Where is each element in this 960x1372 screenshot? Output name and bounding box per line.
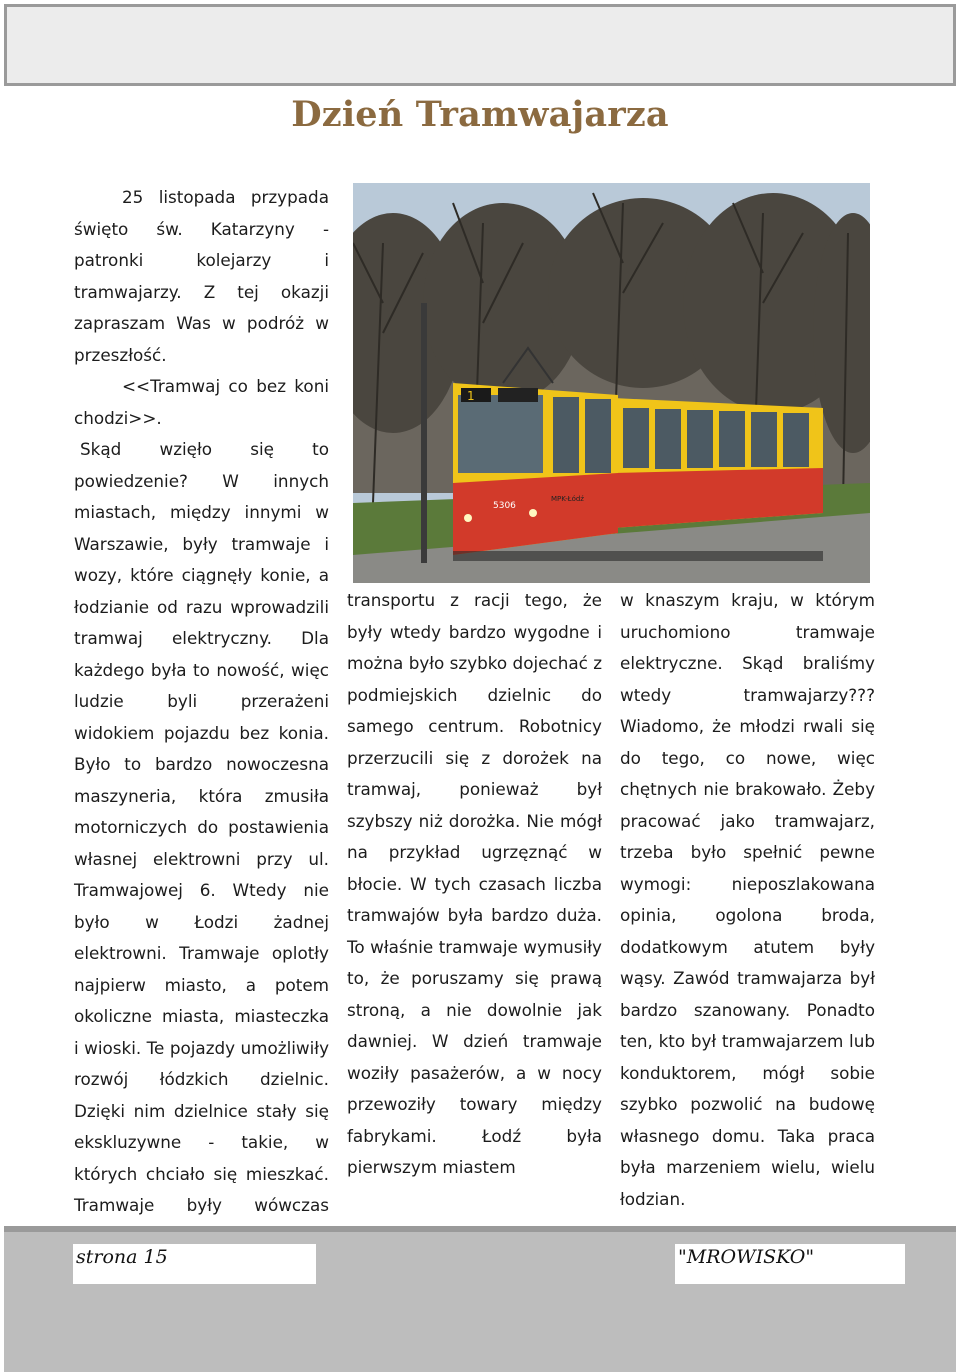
route-sign-text: 1 (467, 389, 475, 403)
paragraph: <<Tramwaj co bez koni chodzi>>. (74, 376, 329, 428)
text-column-3: w knaszym kraju, w którym uruchomiono tramwaje elektryczne. Skąd braliśmy wtedy tramwajarzy??? Wiadomo, że młodzi rwali się do tego, co nowe, więc chętnych nie brakowało. Żeby pracować jako tramwajarz, trzeba było spełnić pewne wymogi: nieposzlakowana opinia, ogolona broda, dodatkowym atutem były wąsy. Zawód tramwajarza był bardzo szanowany. Ponadto ten, kto był tramwajarzem lub konduktorem, mógł sobie szybko pozwolić na budowę własnego domu. Taka praca była marzeniem wielu, wielu łodzian. (620, 590, 875, 1209)
header-band (4, 4, 956, 86)
magazine-name: "MROWISKO" (675, 1244, 905, 1284)
paragraph: 25 listopada przypada święto św. Katarzyny - patronki kolejarzy i tramwajarzy. Z tej okazji zapraszam Was w podróż w przeszłość. (74, 187, 329, 365)
article-title: Dzień Tramwajarza (291, 94, 669, 135)
text-column-1 (74, 182, 329, 1253)
text-column-2: transportu z racji tego, że były wtedy bardzo wygodne i można było szybko dojechać z podmiejskich dzielnic do samego centrum. Robotnicy przerzucili się z dorożek na tramwaj, ponieważ był szybszy niż dorożka. Nie mógł na przykład ugrzęznąć w błocie. W tych czasach liczba tramwajów była bardzo duża. To właśnie tramwaje wymusiły to, że poruszamy się prawą stroną, a nie dowolnie jak dawniej. W dzień tramwaje woziły pasażerów, a w nocy przewoziły towary między fabrykami. Łodź była pierwszym miastem (347, 590, 602, 1177)
page-number: strona 15 (73, 1244, 316, 1284)
fleet-number-text: 5306 (493, 501, 516, 511)
tram-photo (353, 183, 870, 583)
paragraph: Skąd wzięło się to powiedzenie? W innych miastach, między innymi w Warszawie, były tramwaje i wozy, które ciągnęły konie, a łodzianie od razu wprowadzili tramwaj elektryczny. Dla każdego była to nowość, więc ludzie byli przerażeni widokiem pojazdu bez konia. Było to bardzo nowoczesna maszyneria, która zmusiła motorniczych do postawienia własnej elektrowni przy ul. Tramwajowej 6. Wtedy nie było w Łodzi żadnej elektrowni. Tramwaje oplotły najpierw miasto, a potem okoliczne miasta, miasteczka i wioski. Te pojazdy umożliwiły rozwój łódzkich dzielnic. Dzięki nim dzielnice stały się ekskluzywne - takie, w których chciało się mieszkać. Tramwaje były wówczas (74, 439, 329, 1215)
city-label-text: MPK-Łódź (551, 495, 584, 503)
